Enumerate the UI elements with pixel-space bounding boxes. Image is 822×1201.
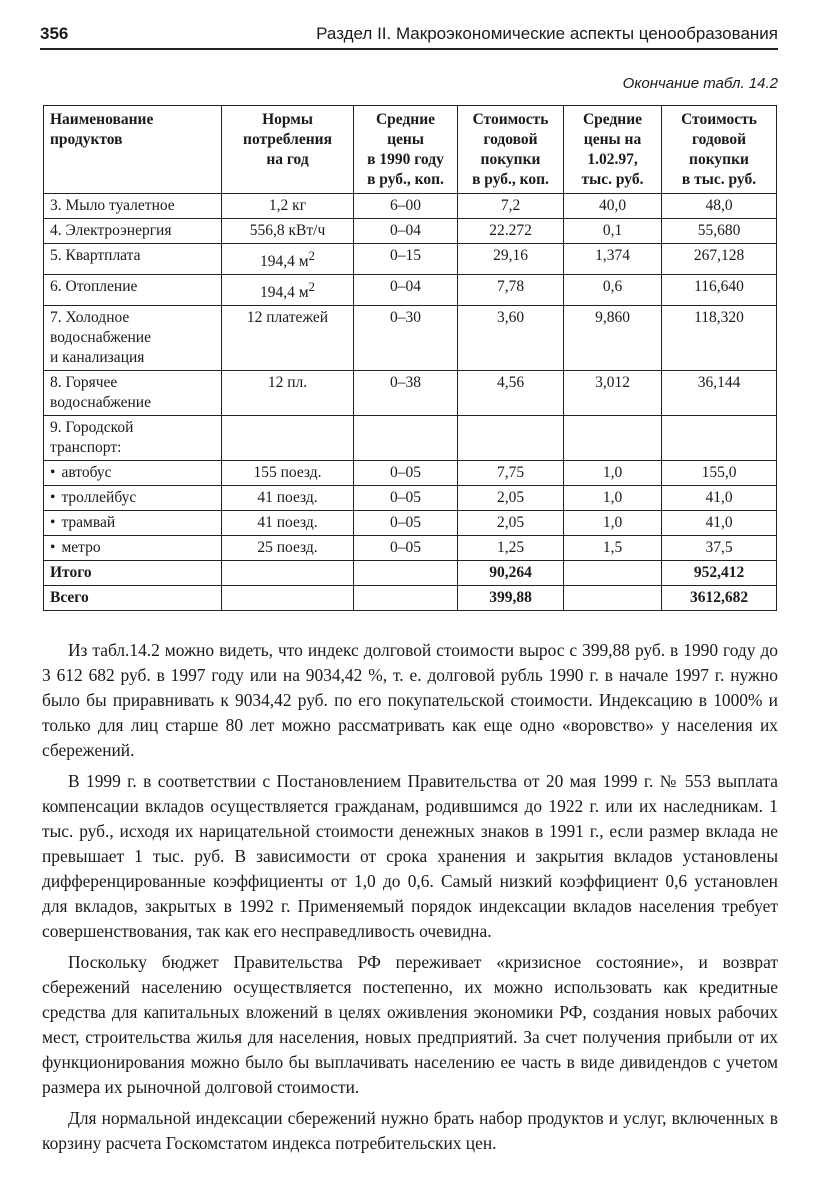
price-1997: 1,374 <box>564 244 662 275</box>
cost-1997: 55,680 <box>662 219 777 244</box>
cost-1990: 22.272 <box>458 219 564 244</box>
empty-cell <box>222 561 354 586</box>
total-row <box>44 561 777 586</box>
cost-1997: 41,0 <box>662 511 777 536</box>
product-name: • трамвай <box>44 511 222 536</box>
price-1997: 1,0 <box>564 511 662 536</box>
paragraph: Из табл.14.2 можно видеть, что индекс долговой стоимости вырос с 399,88 руб. в 1990 году до 3 612 682 руб. в 1997 году или на 9034,42 %, т. е. долговой рубль 1990 г. в начале 1997 г. нужно было бы приравнивать к 9034,42 руб. по его покупательской стоимости. Индексацию в 1000% и только для лиц старше 80 лет можно рассматривать как еще одно «воровство» у населения их сбережений. <box>42 640 778 760</box>
consumption-norm: 194,4 $м^2$ <box>222 275 354 306</box>
product-name: 3. Мыло туалетное <box>44 194 222 219</box>
body-text <box>42 638 778 1162</box>
price-1990: 0–38 <box>354 371 458 416</box>
table-row <box>44 275 777 306</box>
consumption-norm: 41 поезд. <box>222 511 354 536</box>
empty-cell <box>222 586 354 611</box>
paragraph: Для нормальной индексации сбережений нужно брать набор продуктов и услуг, включенных в корзину расчета Госкомстатом индекса потребительских цен. <box>42 1108 778 1153</box>
consumption-norm: 41 поезд. <box>222 486 354 511</box>
products-table <box>43 105 777 611</box>
paragraph: Поскольку бюджет Правительства РФ переживает «кризисное состояние», и возврат сбережений населению осуществляется постепенно, их можно использовать как кредитные средства для капитальных вложений в целях оживления экономики РФ, создания новых рабочих мест, строительства жилья для населения, новых предприятий. За счет получения прибыли от их функционирования можно было бы выплачивать населению ее часть в виде дивидендов с учетом размера их рыночной долговой стоимости. <box>42 952 778 1097</box>
table-row <box>44 306 777 371</box>
consumption-norm: 25 поезд. <box>222 536 354 561</box>
header-price-1997: Средние цены на 1.02.97, тыс. руб. <box>564 106 662 194</box>
consumption-norm: 12 платежей <box>222 306 354 371</box>
cost-1990: 29,16 <box>458 244 564 275</box>
consumption-norm: 1,2 кг <box>222 194 354 219</box>
empty-cell <box>662 416 777 461</box>
price-1997: 0,6 <box>564 275 662 306</box>
cost-1997: 118,320 <box>662 306 777 371</box>
cost-1990: 7,78 <box>458 275 564 306</box>
cost-1990: 2,05 <box>458 511 564 536</box>
price-1990: 0–05 <box>354 536 458 561</box>
cost-1990: 2,05 <box>458 486 564 511</box>
table-row <box>44 486 777 511</box>
empty-cell <box>354 416 458 461</box>
product-name: 5. Квартплата <box>44 244 222 275</box>
table-row <box>44 194 777 219</box>
empty-cell <box>564 416 662 461</box>
cost-1997: 36,144 <box>662 371 777 416</box>
table-row <box>44 371 777 416</box>
product-name: 6. Отопление <box>44 275 222 306</box>
cost-1990: 1,25 <box>458 536 564 561</box>
grand-total-label: Всего <box>44 586 222 611</box>
total-cost-1990: 90,264 <box>458 561 564 586</box>
price-1997: 1,5 <box>564 536 662 561</box>
price-1997: 9,860 <box>564 306 662 371</box>
empty-cell <box>564 586 662 611</box>
price-1990: 0–05 <box>354 486 458 511</box>
price-1997: 3,012 <box>564 371 662 416</box>
cost-1997: 116,640 <box>662 275 777 306</box>
consumption-norm: 556,8 кВт/ч <box>222 219 354 244</box>
product-name: • автобус <box>44 461 222 486</box>
price-1990: 6–00 <box>354 194 458 219</box>
product-name: • троллейбус <box>44 486 222 511</box>
product-name: 7. Холодное водоснабжение и канализация <box>44 306 222 371</box>
price-1997: 1,0 <box>564 486 662 511</box>
running-header <box>40 22 778 50</box>
grand-total-cost-1990: 399,88 <box>458 586 564 611</box>
table-header-row <box>44 106 777 194</box>
price-1997: 40,0 <box>564 194 662 219</box>
price-1990: 0–04 <box>354 219 458 244</box>
header-cost-1990: Стоимость годовой покупки в руб., коп. <box>458 106 564 194</box>
cost-1990: 7,2 <box>458 194 564 219</box>
cost-1997: 155,0 <box>662 461 777 486</box>
consumption-norm: 12 пл. <box>222 371 354 416</box>
empty-cell <box>458 416 564 461</box>
price-1990: 0–04 <box>354 275 458 306</box>
product-name: 4. Электроэнергия <box>44 219 222 244</box>
table-row <box>44 536 777 561</box>
consumption-norm: 155 поезд. <box>222 461 354 486</box>
running-title: Раздел II. Макроэкономические аспекты ценообразования <box>316 24 778 43</box>
header-price-1990: Средние цены в 1990 году в руб., коп. <box>354 106 458 194</box>
empty-cell <box>354 561 458 586</box>
price-1997: 0,1 <box>564 219 662 244</box>
table-row <box>44 511 777 536</box>
table-row <box>44 416 777 461</box>
price-1990: 0–30 <box>354 306 458 371</box>
consumption-norm: 194,4 $м^2$ <box>222 244 354 275</box>
grand-total-cost-1997: 3612,682 <box>662 586 777 611</box>
grand-total-row <box>44 586 777 611</box>
empty-cell <box>222 416 354 461</box>
product-name: 8. Горячее водоснабжение <box>44 371 222 416</box>
cost-1990: 4,56 <box>458 371 564 416</box>
product-name: 9. Городской транспорт: <box>44 416 222 461</box>
total-cost-1997: 952,412 <box>662 561 777 586</box>
table-row <box>44 244 777 275</box>
cost-1997: 37,5 <box>662 536 777 561</box>
header-consumption-norm: Нормы потребления на год <box>222 106 354 194</box>
price-1990: 0–05 <box>354 461 458 486</box>
cost-1990: 7,75 <box>458 461 564 486</box>
price-1990: 0–05 <box>354 511 458 536</box>
empty-cell <box>564 561 662 586</box>
empty-cell <box>354 586 458 611</box>
cost-1997: 41,0 <box>662 486 777 511</box>
header-product-name: Наименование продуктов <box>44 106 222 194</box>
paragraph: В 1999 г. в соответствии с Постановлением Правительства от 20 мая 1999 г. № 553 выплата компенсации вкладов осуществляется гражданам, родившимся до 1922 г. или их наследникам. 1 тыс. руб., исходя их нарицательной стоимости денежных знаков в 1991 г., если размер вклада не превышает 1 тыс. руб. В зависимости от срока хранения и закрытия вкладов установлены дифференцированные коэффициенты от 1,0 до 0,6. Самый низкий коэффициент 0,6 установлен для вкладов, закрытых в 1992 г. Применяемый порядок индексации вкладов населения требует совершенствования, так как его несправедливость очевидна. <box>42 771 778 941</box>
product-name: • метро <box>44 536 222 561</box>
table-caption: Окончание табл. 14.2 <box>622 75 778 92</box>
table-row <box>44 219 777 244</box>
price-1990: 0–15 <box>354 244 458 275</box>
cost-1997: 48,0 <box>662 194 777 219</box>
table-row <box>44 461 777 486</box>
price-1997: 1,0 <box>564 461 662 486</box>
total-label: Итого <box>44 561 222 586</box>
page-number: 356 <box>40 24 69 43</box>
header-cost-1997: Стоимость годовой покупки в тыс. руб. <box>662 106 777 194</box>
cost-1990: 3,60 <box>458 306 564 371</box>
cost-1997: 267,128 <box>662 244 777 275</box>
